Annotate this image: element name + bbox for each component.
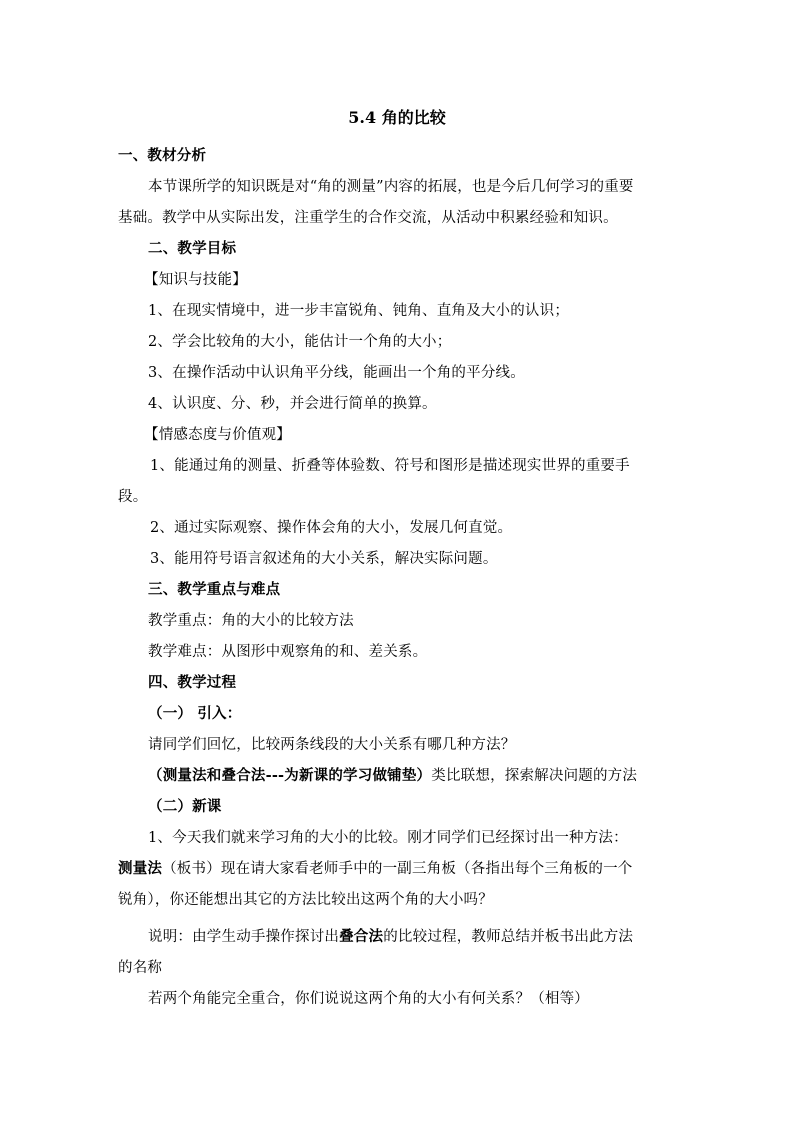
list-item: 3、能用符号语言叙述角的大小关系，解决实际问题。: [150, 551, 498, 567]
paragraph-line: 的名称: [118, 960, 163, 976]
list-item: 3、在操作活动中认识角平分线，能画出一个角的平分线。: [148, 365, 525, 381]
subheading-new-lesson: （二）新课: [148, 798, 222, 815]
section-heading-focus-difficulty: 三、教学重点与难点: [148, 581, 281, 598]
list-item: 4、认识度、分、秒，并会进行简单的换算。: [148, 396, 437, 412]
list-item-continuation: 段。: [118, 489, 148, 505]
paragraph-line: 锐角），你还能想出其它的方法比较出这两个角的大小吗？: [118, 892, 493, 908]
list-item: 2、通过实际观察、操作体会角的大小，发展几何直觉。: [150, 520, 513, 536]
paragraph-line: 1、今天我们就来学习角的大小的比较。刚才同学们已经探讨出一种方法：: [148, 830, 628, 846]
section-heading-teaching-process: 四、教学过程: [148, 674, 237, 691]
paragraph-line: [148, 766, 708, 786]
plain-text: （板书）现在请大家看老师手中的一副三角板（各指出每个三角板的一个: [162, 861, 633, 877]
list-item: 1、能通过角的测量、折叠等体验数、符号和图形是描述现实世界的重要手: [150, 458, 630, 474]
bold-text: 测量法: [118, 860, 163, 877]
bold-text: （测量法和叠合法---为新课的学习做铺垫）: [148, 767, 432, 784]
paragraph-line: 本节课所学的知识既是对“角的测量”内容的拓展，也是今后几何学习的重要: [148, 179, 634, 195]
paragraph-line: 教学重点：角的大小的比较方法: [148, 613, 354, 629]
bold-text: 叠合法: [339, 928, 384, 945]
subheading-knowledge-skills: 【知识与技能】: [144, 272, 247, 288]
list-item: 2、学会比较角的大小，能估计一个角的大小；: [148, 334, 452, 350]
paragraph-line: 基础。教学中从实际出发，注重学生的合作交流，从活动中积累经验和知识。: [118, 210, 618, 226]
subheading-introduction: （一） 引入：: [148, 705, 242, 722]
plain-text: 的比较过程，教师总结并板书出此方法: [383, 929, 634, 945]
list-item: 1、在现实情境中，进一步丰富锐角、钝角、直角及大小的认识；: [148, 303, 570, 319]
paragraph-line: [148, 927, 708, 947]
paragraph-line: 若两个角能完全重合，你们说说这两个角的大小有何关系？（相等）: [148, 991, 589, 1007]
plain-text: 说明：由学生动手操作探讨出: [148, 929, 340, 945]
plain-text: 类比联想，探索解决问题的方法: [431, 768, 638, 784]
document-title: 5.4 角的比较: [348, 108, 446, 127]
paragraph-line: 请同学们回忆，比较两条线段的大小关系有哪几种方法？: [148, 737, 516, 753]
section-heading-textbook-analysis: 一、教材分析: [118, 147, 207, 164]
paragraph-line: 教学难点：从图形中观察角的和、差关系。: [148, 644, 428, 660]
section-heading-teaching-goals: 二、教学目标: [148, 240, 237, 257]
subheading-emotion-values: 【情感态度与价值观】: [144, 427, 291, 443]
paragraph-line: [118, 859, 678, 879]
